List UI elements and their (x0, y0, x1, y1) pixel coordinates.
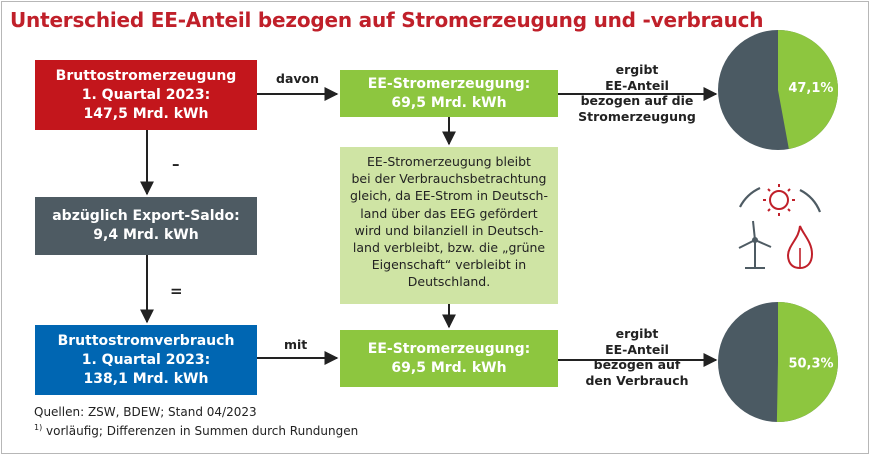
pie-top (718, 30, 838, 150)
box-line: 1. Quartal 2023: (81, 351, 211, 368)
box-line: 69,5 Mrd. kWh (391, 94, 507, 111)
box-line: EE-Stromerzeugung: (367, 75, 531, 92)
sun-icon (763, 184, 795, 216)
pie-bottom-value-label: 50,3% (788, 356, 834, 372)
result-line: ergibt (615, 62, 659, 77)
note-line: Deutschland. (407, 274, 491, 290)
footnote-text: vorläufig; Differenzen in Summen durch Rundungen (42, 424, 359, 438)
note-line: Eigenschaft“ verbleibt in (371, 257, 527, 273)
result-line: EE-Anteil (605, 77, 669, 93)
box-line: Bruttostromverbrauch (57, 332, 235, 349)
equals-operator: = (170, 282, 183, 300)
box-line: 138,1 Mrd. kWh (83, 370, 209, 387)
box-line: Bruttostromerzeugung (55, 67, 237, 84)
result-line: bezogen auf die (580, 93, 694, 108)
cycle-arc-icon (740, 188, 760, 207)
renewables-icon-group (739, 184, 820, 268)
sources-line: Quellen: ZSW, BDEW; Stand 04/2023 (34, 405, 257, 419)
box-line: 1. Quartal 2023: (81, 86, 211, 103)
footnote-marker: 1) (34, 423, 43, 432)
flame-icon (788, 226, 812, 268)
minus-operator: – (172, 155, 180, 173)
cycle-arc-icon (800, 190, 820, 212)
result-line: den Verbrauch (585, 372, 689, 388)
result-line: bezogen auf (593, 357, 681, 372)
davon-label: davon (276, 71, 320, 86)
result-line: Stromerzeugung (578, 108, 696, 124)
box-line: EE-Stromerzeugung: (367, 340, 531, 357)
result-line: ergibt (615, 326, 659, 341)
page-title: Unterschied EE-Anteil bezogen auf Stromerzeugung und -verbrauch (10, 8, 764, 32)
pie-bottom (718, 302, 838, 422)
note-line: land verbleibt, bzw. die „grüne (352, 240, 546, 256)
box-line: 147,5 Mrd. kWh (83, 105, 209, 122)
box-line: 69,5 Mrd. kWh (391, 359, 507, 376)
wind-turbine-icon (739, 221, 771, 268)
note-line: bei der Verbrauchsbetrachtung (351, 171, 547, 187)
note-line: wird und bilanziell in Deutsch- (354, 222, 544, 238)
note-line: land über das EEG gefördert (360, 205, 538, 221)
result-line: EE-Anteil (605, 341, 669, 357)
box-line: 9,4 Mrd. kWh (93, 227, 199, 243)
mit-label: mit (284, 337, 308, 352)
pie-top-value-label: 47,1% (788, 81, 834, 96)
box-line: abzüglich Export-Saldo: (52, 208, 240, 224)
note-line: gleich, da EE-Strom in Deutsch- (349, 188, 548, 204)
note-line: EE-Stromerzeugung bleibt (367, 154, 531, 169)
